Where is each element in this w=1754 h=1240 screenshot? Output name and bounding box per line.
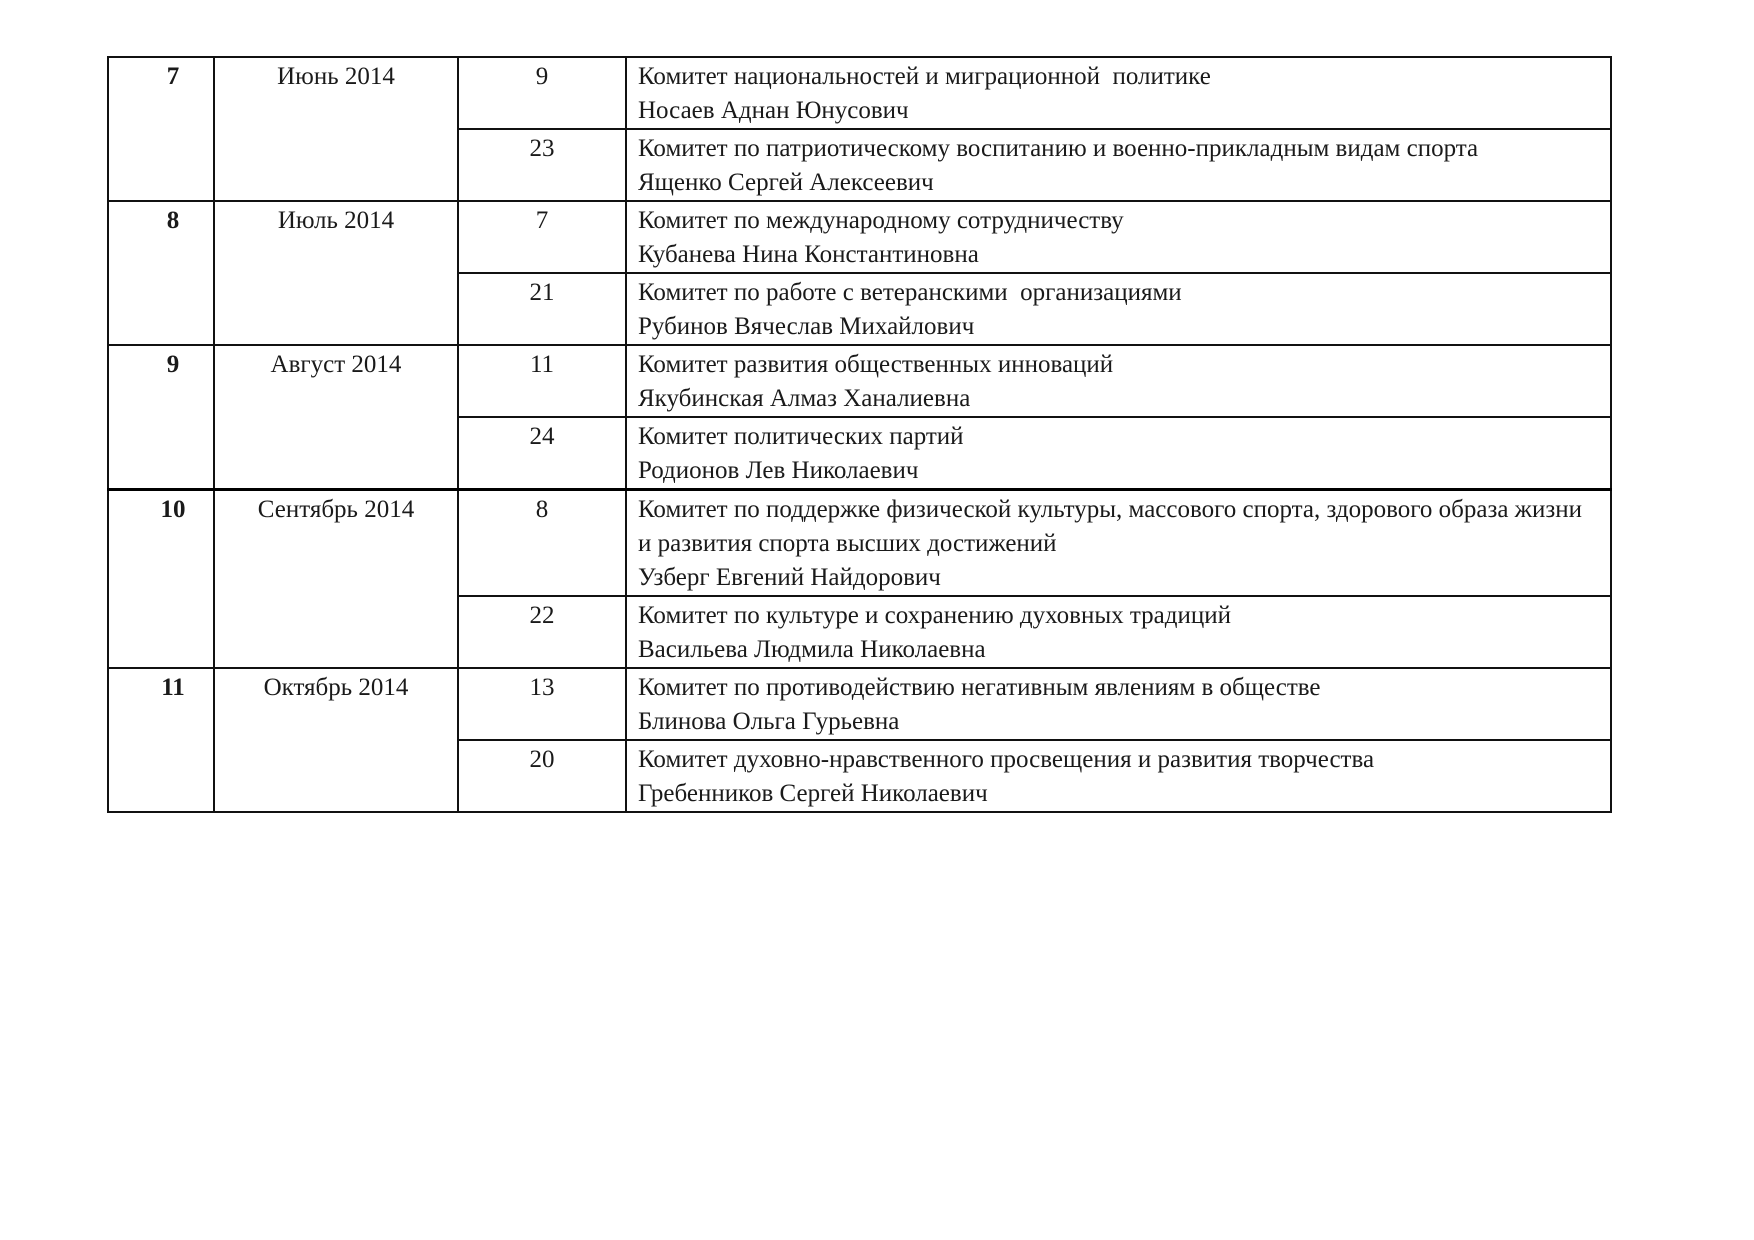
row-number: 10 [108, 490, 214, 669]
committee-cell [626, 201, 1611, 273]
month-cell: Август 2014 [214, 345, 458, 490]
day-cell: 13 [458, 668, 626, 740]
committee-name: Комитет по работе с ветеранскими организациями [638, 279, 1182, 306]
table-row [108, 345, 1611, 417]
committee-cell [626, 57, 1611, 129]
day-cell: 21 [458, 273, 626, 345]
month-cell: Октябрь 2014 [214, 668, 458, 812]
committee-name: Комитет духовно-нравственного просвещения и развития творчества [638, 746, 1375, 773]
person-name: Рубинов Вячеслав Михайлович [638, 313, 975, 340]
day-cell: 20 [458, 740, 626, 812]
committee-name: Комитет по поддержке физической культуры, массового спорта, здорового образа жизни и развития спорта высших достижений [638, 496, 1589, 557]
day-cell: 7 [458, 201, 626, 273]
month-cell: Сентябрь 2014 [214, 490, 458, 669]
day-cell: 22 [458, 596, 626, 668]
committee-cell [626, 129, 1611, 201]
committee-cell [626, 490, 1611, 597]
committee-name: Комитет по противодействию негативным явлениям в обществе [638, 674, 1321, 701]
day-cell: 9 [458, 57, 626, 129]
table-row [108, 57, 1611, 129]
person-name: Узберг Евгений Найдорович [638, 564, 941, 591]
day-cell: 23 [458, 129, 626, 201]
row-number: 11 [108, 668, 214, 812]
row-number: 7 [108, 57, 214, 201]
table-row [108, 201, 1611, 273]
committee-cell [626, 596, 1611, 668]
committee-cell [626, 417, 1611, 490]
row-number: 8 [108, 201, 214, 345]
person-name: Ященко Сергей Алексеевич [638, 169, 934, 196]
person-name: Васильева Людмила Николаевна [638, 636, 986, 663]
committee-cell [626, 345, 1611, 417]
committee-name: Комитет по международному сотрудничеству [638, 207, 1124, 234]
committee-cell [626, 740, 1611, 812]
month-cell: Июль 2014 [214, 201, 458, 345]
schedule-table [107, 56, 1612, 813]
row-number: 9 [108, 345, 214, 490]
person-name: Родионов Лев Николаевич [638, 457, 919, 484]
committee-name: Комитет по патриотическому воспитанию и военно-прикладным видам спорта [638, 135, 1479, 162]
day-cell: 11 [458, 345, 626, 417]
person-name: Кубанева Нина Константиновна [638, 241, 979, 268]
table-row [108, 668, 1611, 740]
committee-name: Комитет по культуре и сохранению духовных традиций [638, 602, 1231, 629]
person-name: Блинова Ольга Гурьевна [638, 708, 900, 735]
person-name: Носаев Аднан Юнусович [638, 97, 909, 124]
table-row [108, 490, 1611, 597]
committee-cell [626, 273, 1611, 345]
committee-name: Комитет политических партий [638, 423, 964, 450]
committee-name: Комитет национальностей и миграционной политике [638, 63, 1211, 90]
committee-name: Комитет развития общественных инноваций [638, 351, 1114, 378]
committee-cell [626, 668, 1611, 740]
day-cell: 24 [458, 417, 626, 490]
month-cell: Июнь 2014 [214, 57, 458, 201]
person-name: Якубинская Алмаз Ханалиевна [638, 385, 971, 412]
day-cell: 8 [458, 490, 626, 597]
person-name: Гребенников Сергей Николаевич [638, 780, 988, 807]
